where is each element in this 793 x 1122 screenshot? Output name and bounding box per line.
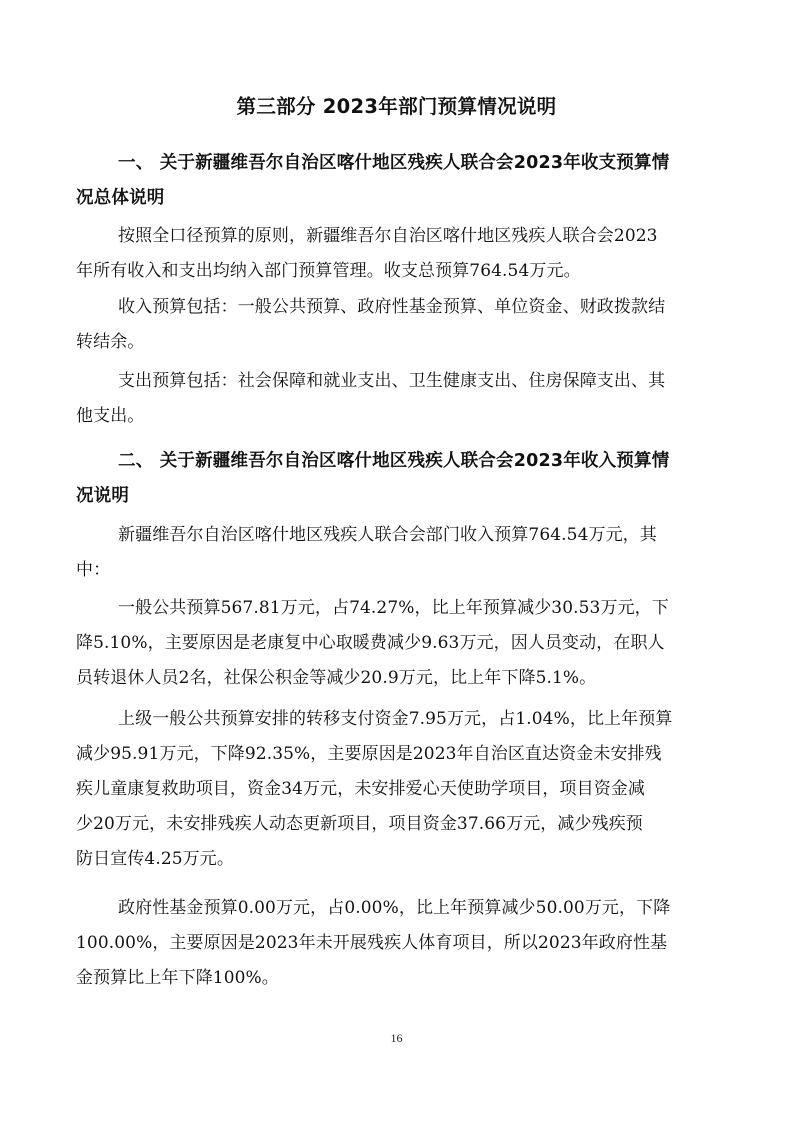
paragraph-line: 中： (76, 560, 111, 580)
paragraph-line: 防日宣传4.25万元。 (76, 849, 234, 869)
paragraph-line: 年所有收入和支出均纳入部门预算管理。收支总预算764.54万元。 (76, 261, 581, 281)
paragraph-budget-principle (76, 219, 716, 289)
heading-line: 二、 关于新疆维吾尔自治区喀什地区残疾人联合会2023年收入预算情 (118, 451, 670, 471)
paragraph-line: 政府性基金预算0.00万元，占0.00%，比上年预算减少50.00万元，下降 (118, 898, 671, 918)
paragraph-line: 少20万元，未安排残疾人动态更新项目，项目资金37.66万元，减少残疾预 (76, 814, 643, 834)
paragraph-line: 上级一般公共预算安排的转移支付资金7.95万元，占1.04%，比上年预算 (118, 709, 673, 729)
paragraph-income-items (76, 290, 716, 360)
paragraph-line: 转结余。 (76, 332, 145, 352)
paragraph-line: 减少95.91万元，下降92.35%，主要原因是2023年自治区直达资金未安排残 (76, 744, 662, 764)
page-title: 第三部分 2023年部门预算情况说明 (236, 95, 557, 118)
paragraph-line: 新疆维吾尔自治区喀什地区残疾人联合会部门收入预算764.54万元，其 (118, 525, 657, 545)
paragraph-line: 他支出。 (76, 406, 145, 426)
paragraph-line: 降5.10%，主要原因是老康复中心取暖费减少9.63万元，因人员变动，在职人 (76, 633, 665, 653)
paragraph-line: 金预算比上年下降100%。 (76, 968, 279, 988)
section-heading-income (76, 444, 716, 514)
paragraph-transfer-payments (76, 702, 716, 877)
page-number: 16 (390, 1031, 403, 1045)
paragraph-line: 一般公共预算567.81万元，占74.27%，比上年预算减少30.53万元，下 (118, 598, 669, 618)
heading-line: 况总体说明 (76, 188, 165, 208)
paragraph-general-public-budget (76, 591, 716, 696)
paragraph-line: 收入预算包括：一般公共预算、政府性基金预算、单位资金、财政拨款结 (118, 297, 666, 317)
paragraph-line: 员转退休人员2名，社保公积金等减少20.9万元，比上年下降5.1%。 (76, 668, 597, 688)
paragraph-line: 支出预算包括：社会保障和就业支出、卫生健康支出、住房保障支出、其 (118, 371, 666, 391)
paragraph-line: 按照全口径预算的原则，新疆维吾尔自治区喀什地区残疾人联合会2023 (118, 226, 658, 246)
heading-line: 一、 关于新疆维吾尔自治区喀什地区残疾人联合会2023年收支预算情 (118, 153, 670, 173)
paragraph-income-total (76, 518, 716, 588)
heading-line: 况说明 (76, 486, 130, 506)
paragraph-expenditure-items (76, 364, 716, 434)
section-heading-overall (76, 146, 716, 216)
paragraph-government-fund-budget (76, 891, 716, 996)
paragraph-line: 疾儿童康复救助项目，资金34万元，未安排爱心天使助学项目，项目资金减 (76, 779, 646, 799)
paragraph-line: 100.00%，主要原因是2023年未开展残疾人体育项目，所以2023年政府性基 (76, 933, 668, 953)
